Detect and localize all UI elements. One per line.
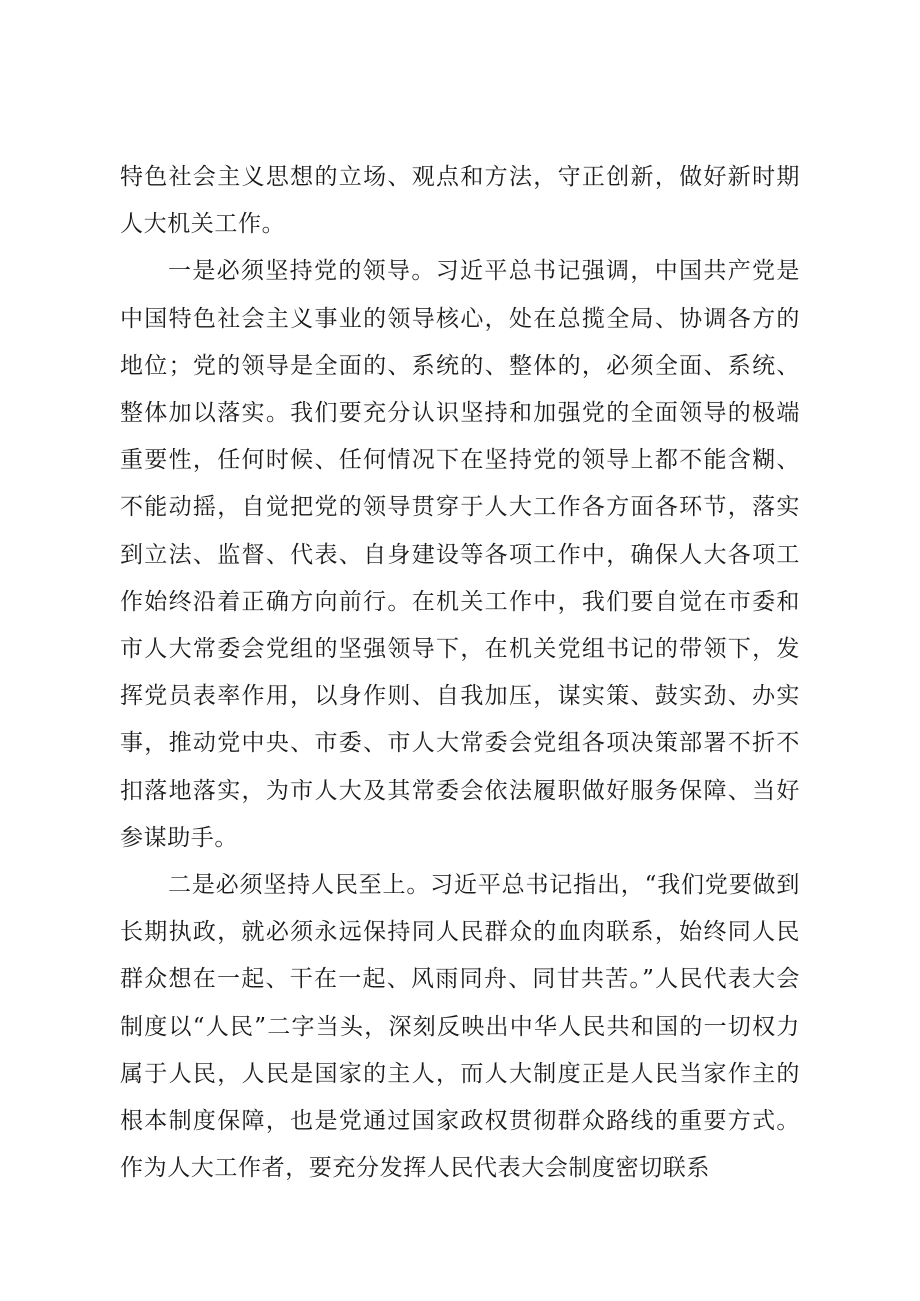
paragraph-party-leadership: 一是必须坚持党的领导。习近平总书记强调，中国共产党是中国特色社会主义事业的领导核心，处在总揽全局、协调各方的地位；党的领导是全面的、系统的、整体的，必须全面、系统、整体加以落实。我们要充分认识坚持和加强党的全面领导的极端重要性，任何时候、任何情况下在坚持党的领导上都不能含糊、不能动摇，自觉把党的领导贯穿于人大工作各方面各环节，落实到立法、监督、代表、自身建设等各项工作中，确保人大各项工作始终沿着正确方向前行。在机关工作中，我们要自觉在市委和市人大常委会党组的坚强领导下，在机关党组书记的带领下，发挥党员表率作用，以身作则、自我加压，谋实策、鼓实劲、办实事，推动党中央、市委、市人大常委会党组各项决策部署不折不扣落地落实，为市人大及其常委会依法履职做好服务保障、当好参谋助手。	[120, 258, 800, 851]
paragraph-people-first: 二是必须坚持人民至上。习近平总书记指出，“我们党要做到长期执政，就必须永远保持同人民群众的血肉联系，始终同人民群众想在一起、干在一起、风雨同舟、同甘共苦。”人民代表大会制度以“人民”二字当头，深刻反映出中华人民共和国的一切权力属于人民，人民是国家的主人，而人大制度正是人民当家作主的根本制度保障，也是党通过国家政权贯彻群众路线的重要方式。作为人大工作者，要充分发挥人民代表大会制度密切联系	[120, 872, 800, 1182]
paragraph-continuation: 特色社会主义思想的立场、观点和方法，守正创新，做好新时期人大机关工作。	[120, 164, 800, 238]
document-body	[120, 154, 800, 1192]
